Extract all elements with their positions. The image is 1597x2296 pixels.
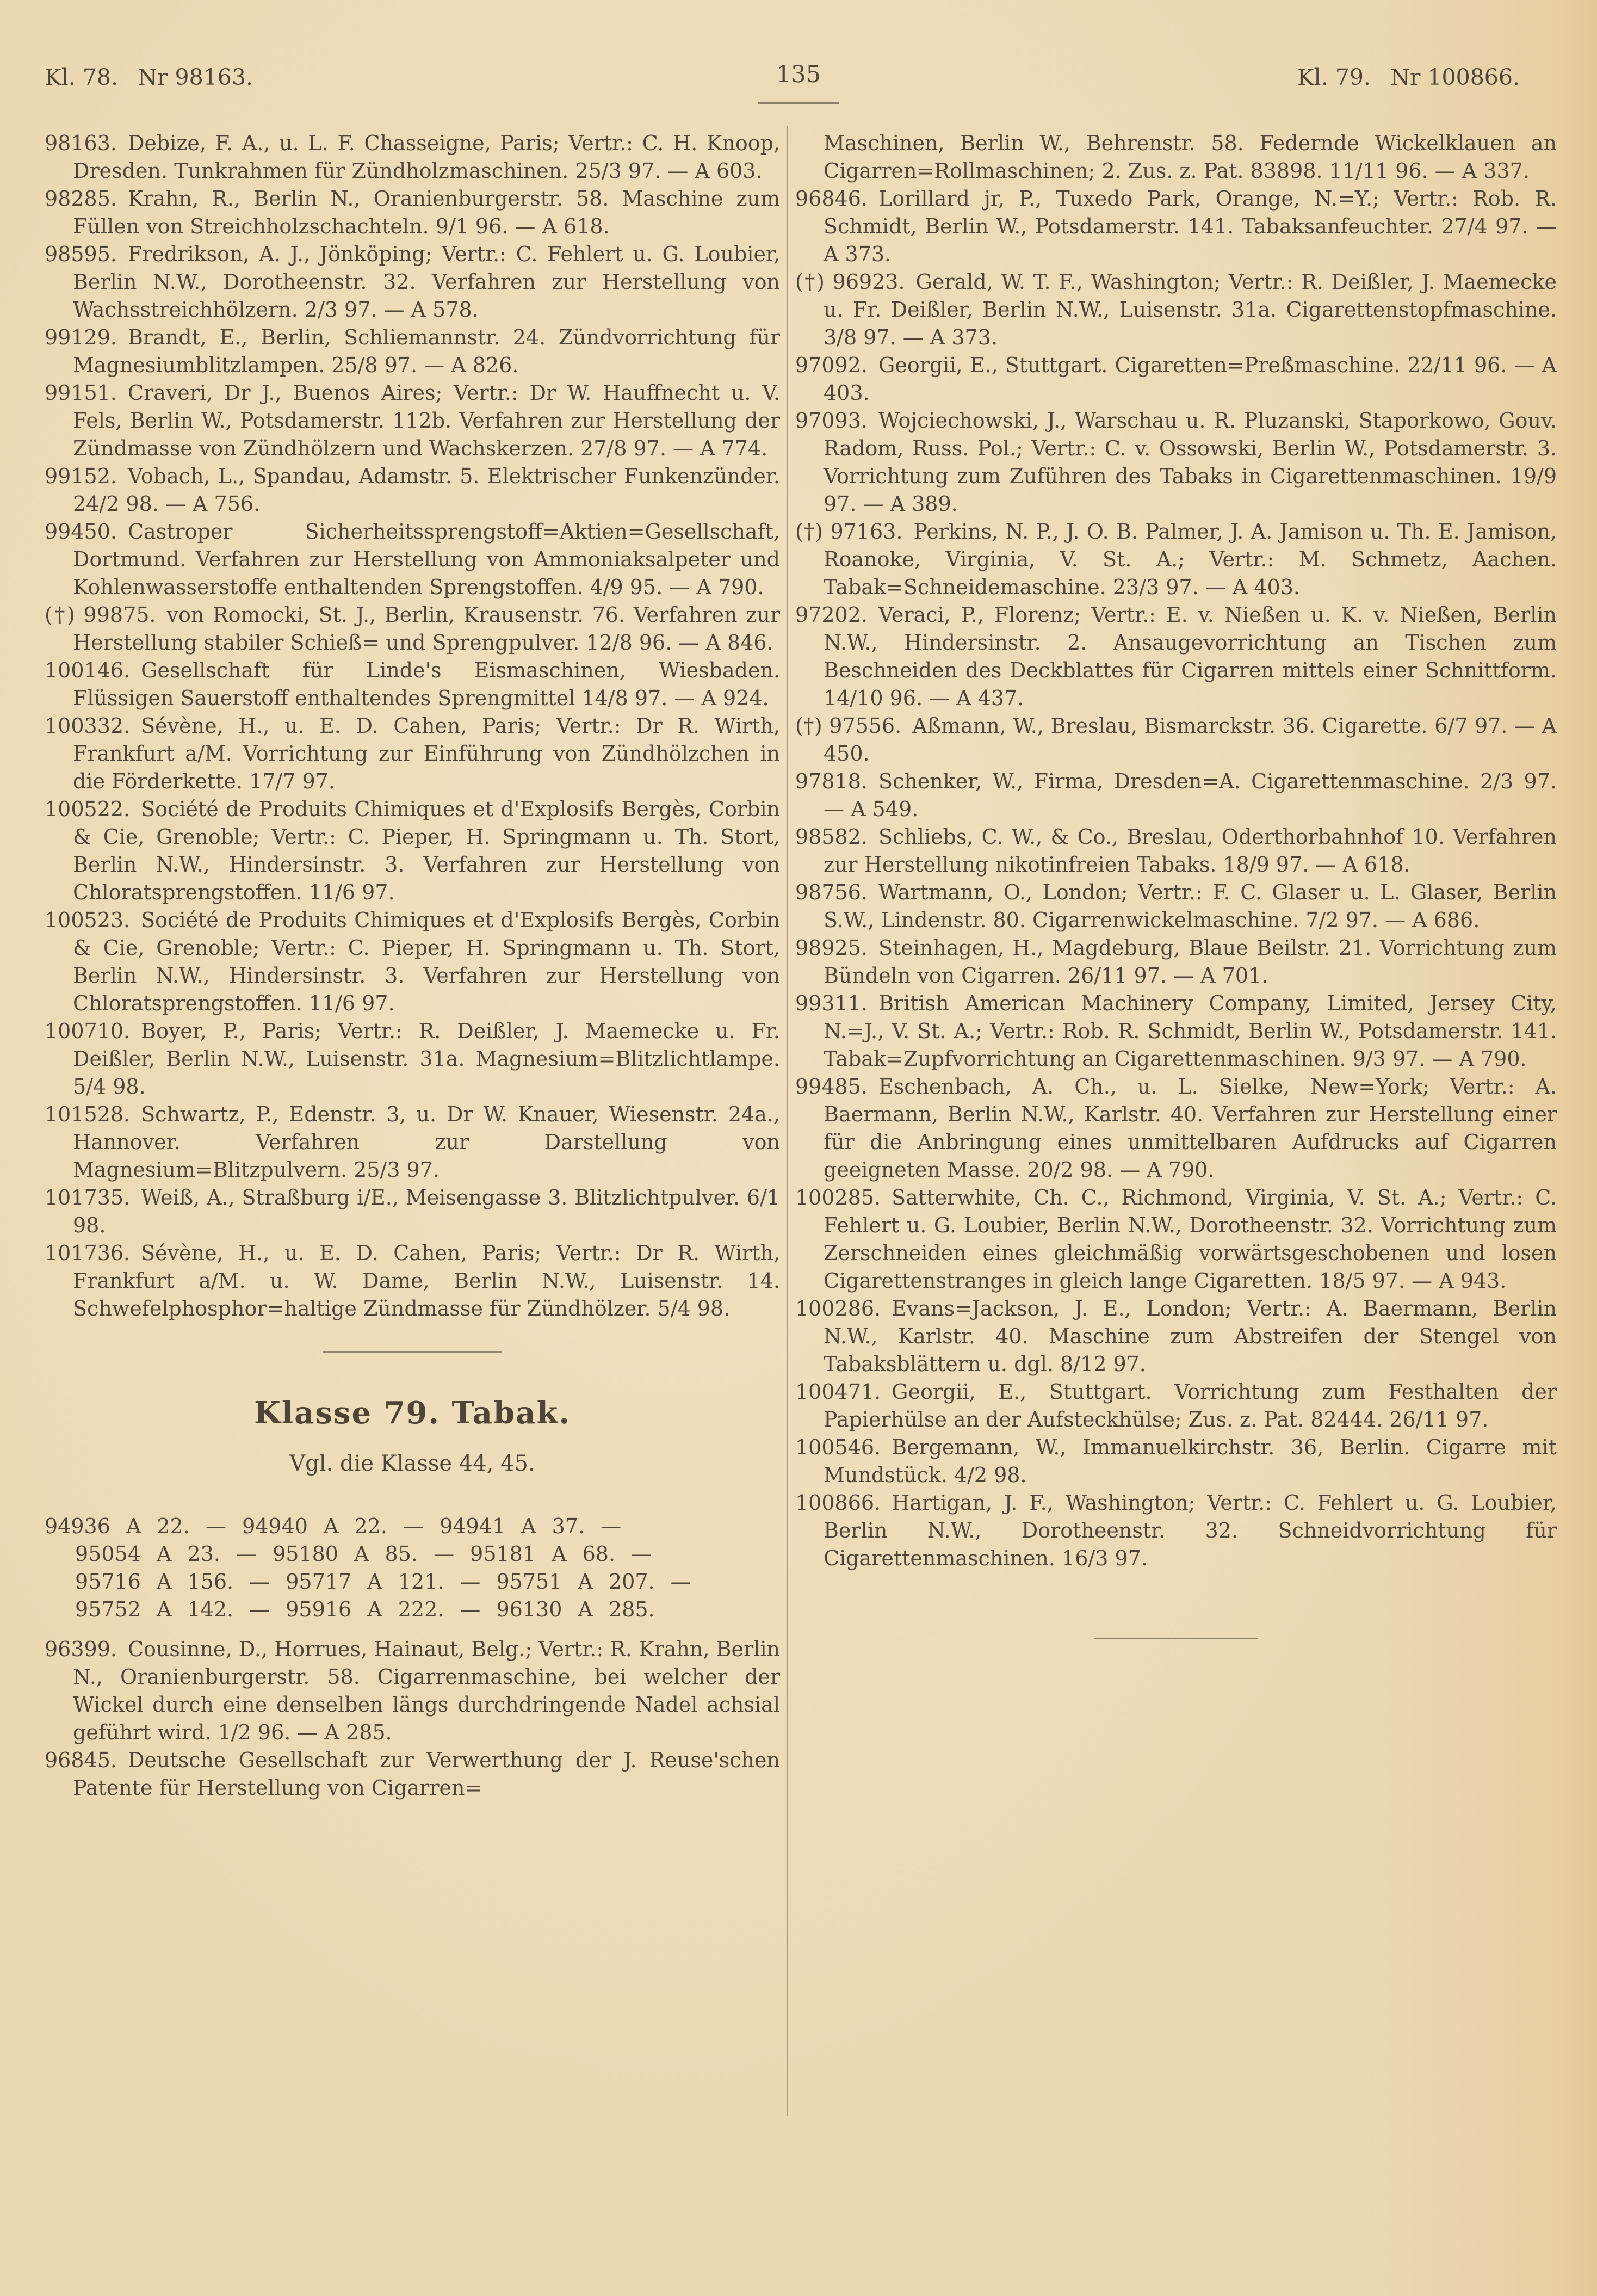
- patent-text: Hartigan, J. F., Washington; Vertr.: C. Fehlert u. G. Loubier, Berlin N.W., Dorotheenstr. 32. Schneidvorrichtung für Cigarettenmaschinen. 16/3 97.: [824, 1491, 1557, 1570]
- patent-entry: [795, 1073, 1557, 1184]
- klasse-79-entry-list-right: [795, 185, 1557, 1572]
- patent-text: Schliebs, C. W., & Co., Breslau, Oderthorbahnhof 10. Verfahren zur Herstellung nikotinfreien Tabaks. 18/9 97. — A 618.: [824, 825, 1557, 877]
- patent-entry: [45, 1017, 780, 1101]
- header-right-class: Kl. 79.: [1297, 64, 1371, 90]
- patent-text: British American Machinery Company, Limited, Jersey City, N.=J., V. St. A.; Vertr.: Rob. R. Schmidt, Berlin W., Potsdamerstr. 141. Tabak=Zupfvorrichtung an Cigarettenmaschinen. 9/3 97. — A 790.: [824, 991, 1557, 1071]
- patent-number: 98582.: [795, 825, 868, 849]
- patent-text: Schenker, W., Firma, Dresden=A. Cigarettenmaschine. 2/3 97. — A 549.: [824, 769, 1557, 821]
- patent-text: Cousinne, D., Horrues, Hainaut, Belg.; Vertr.: R. Krahn, Berlin N., Oranienburgerstr. 58. Cigarrenmaschine, bei welcher der Wickel durch eine denselben längs durchdringende Nadel achsial geführt wird. 1/2 96. — A 285.: [73, 1637, 780, 1744]
- patent-text: Schwartz, P., Edenstr. 3, u. Dr W. Knauer, Wiesenstr. 24a., Hannover. Verfahren zur Darstellung von Magnesium=Blitzpulvern. 25/3 97.: [73, 1102, 780, 1182]
- patent-entry: [795, 768, 1557, 823]
- grant-number-line: 95752 A 142. — 95916 A 222. — 96130 A 285.: [75, 1597, 655, 1621]
- patent-number: 99151.: [45, 381, 117, 405]
- patent-entry: [795, 268, 1557, 351]
- column-divider: [787, 126, 788, 2116]
- patent-entry: [795, 1184, 1557, 1295]
- patent-number: 97092.: [795, 353, 868, 377]
- patent-text: Wojciechowski, J., Warschau u. R. Pluzanski, Staporkowo, Gouv. Radom, Russ. Pol.; Vertr.: C. v. Ossowski, Berlin W., Potsdamerstr. 3. Vorrichtung zum Zuführen des Tabaks in Cigarettenmaschinen. 19/9 97. — A 389.: [824, 409, 1557, 516]
- patent-entry: [45, 129, 780, 185]
- patent-number: 99450.: [45, 520, 117, 544]
- patent-text: Evans=Jackson, J. E., London; Vertr.: A. Baermann, Berlin N.W., Karlstr. 40. Maschine zum Abstreifen der Stengel von Tabaksblättern u. dgl. 8/12 97.: [824, 1297, 1557, 1376]
- patent-text: Weiß, A., Straßburg i/E., Meisengasse 3. Blitzlichtpulver. 6/1 98.: [73, 1186, 780, 1237]
- patent-number: 99152.: [45, 464, 117, 488]
- patent-entry: [795, 407, 1557, 518]
- patent-text: Société de Produits Chimiques et d'Explosifs Bergès, Corbin & Cie, Grenoble; Vertr.: C. Pieper, H. Springmann u. Th. Stort, Berlin N.W., Hindersinstr. 3. Verfahren zur Herstellung von Chloratsprengstoffen. 11/6 97.: [73, 797, 780, 904]
- patent-text: Sévène, H., u. E. D. Cahen, Paris; Vertr.: Dr R. Wirth, Frankfurt a/M. u. W. Dame, Berlin N.W., Luisenstr. 14. Schwefelphosphor=haltige Zündmasse für Zündhölzer. 5/4 98.: [73, 1241, 780, 1320]
- patent-number: 100285.: [795, 1186, 881, 1209]
- patent-text: Craveri, Dr J., Buenos Aires; Vertr.: Dr W. Hauffnecht u. V. Fels, Berlin W., Potsdamerstr. 112b. Verfahren zur Herstellung der Zündmasse von Zündhölzern und Wachskerzen. 27/8 97. — A 774.: [73, 381, 780, 460]
- patent-number: (†) 96923.: [795, 270, 905, 294]
- patent-text: Satterwhite, Ch. C., Richmond, Virginia, V. St. A.; Vertr.: C. Fehlert u. G. Loubier, Berlin N.W., Dorotheenstr. 32. Vorrichtung zum Zerschneiden eines gleichmäßig vorwärtsgeschobenen und losen Cigarettenstranges in gleich lange Cigaretten. 18/5 97. — A 943.: [824, 1186, 1557, 1293]
- patent-text: Perkins, N. P., J. O. B. Palmer, J. A. Jamison u. Th. E. Jamison, Roanoke, Virginia, V. St. A.; Vertr.: M. Schmetz, Aachen. Tabak=Schneidemaschine. 23/3 97. — A 403.: [824, 520, 1557, 599]
- patent-entry: [795, 879, 1557, 934]
- patent-number: 101736.: [45, 1241, 131, 1265]
- patent-entry: [45, 1239, 780, 1323]
- patent-entry: [795, 823, 1557, 879]
- left-column: [45, 129, 780, 1802]
- patent-entry: [45, 1746, 780, 1802]
- patent-number: 96846.: [795, 187, 868, 211]
- patent-entry: [45, 1184, 780, 1239]
- patent-text: Gerald, W. T. F., Washington; Vertr.: R. Deißler, J. Maemecke u. Fr. Deißler, Berlin N.W., Luisenstr. 31a. Cigarettenstopfmaschine. 3/8 97. — A 373.: [824, 270, 1557, 349]
- patent-entry: [795, 601, 1557, 712]
- right-column: [795, 129, 1557, 1639]
- klasse-78-entry-list: [45, 129, 780, 1323]
- grant-number-line: 95054 A 23. — 95180 A 85. — 95181 A 68. —: [75, 1542, 652, 1566]
- patent-text: Vobach, L., Spandau, Adamstr. 5. Elektrischer Funkenzünder. 24/2 98. — A 756.: [73, 464, 780, 516]
- page-number-rule: [758, 102, 839, 104]
- patent-entry: [795, 351, 1557, 407]
- patent-number: 101735.: [45, 1186, 131, 1209]
- patent-text: Steinhagen, H., Magdeburg, Blaue Beilstr. 21. Vorrichtung zum Bündeln von Cigarren. 26/11 97. — A 701.: [824, 936, 1557, 987]
- patent-number: 100146.: [45, 658, 131, 682]
- patent-entry: [45, 657, 780, 712]
- patent-entry: [45, 1101, 780, 1184]
- patent-text: Eschenbach, A. Ch., u. L. Sielke, New=York; Vertr.: A. Baermann, Berlin N.W., Karlstr. 40. Verfahren zur Herstellung einer für die Anbringung eines unmittelbaren Aufdrucks auf Cigarren geeigneten Masse. 20/2 98. — A 790.: [824, 1075, 1557, 1182]
- page-header: [0, 61, 1597, 126]
- patent-number: 98163.: [45, 131, 117, 155]
- grant-number-line: 94936 A 22. — 94940 A 22. — 94941 A 37. —: [45, 1514, 622, 1538]
- patent-number: 98285.: [45, 187, 117, 211]
- patent-text: von Romocki, St. J., Berlin, Krausenstr. 76. Verfahren zur Herstellung stabiler Schieß= und Sprengpulver. 12/8 96. — A 846.: [73, 603, 780, 655]
- patent-number: 99485.: [795, 1075, 868, 1098]
- patent-text: Lorillard jr, P., Tuxedo Park, Orange, N.=Y.; Vertr.: Rob. R. Schmidt, Berlin W., Potsdamerstr. 141. Tabaksanfeuchter. 27/4 97. — A 373.: [824, 187, 1557, 266]
- patent-entry: [45, 601, 780, 657]
- klasse-79-entry-list: [45, 1635, 780, 1802]
- header-right-number: Nr 100866.: [1390, 64, 1520, 90]
- section-title: Klasse 79. Tabak.: [254, 1395, 571, 1431]
- patent-entry: [45, 185, 780, 240]
- patent-number: (†) 99875.: [45, 603, 156, 627]
- grant-number-list: [45, 1513, 780, 1624]
- patent-entry: [45, 324, 780, 379]
- patent-number: 100523.: [45, 908, 131, 932]
- patent-number: 100546.: [795, 1435, 881, 1459]
- patent-entry: [45, 795, 780, 906]
- patent-entry: [45, 379, 780, 462]
- header-left-class: Kl. 78.: [45, 64, 119, 90]
- patent-entry: [45, 518, 780, 601]
- page-number: 135: [776, 61, 821, 88]
- patent-number: (†) 97163.: [795, 520, 903, 544]
- grant-number-line: 95716 A 156. — 95717 A 121. — 95751 A 207. —: [75, 1570, 691, 1594]
- patent-number: 98595.: [45, 242, 117, 266]
- patent-entry: [795, 1295, 1557, 1378]
- patent-text: Société de Produits Chimiques et d'Explosifs Bergès, Corbin & Cie, Grenoble; Vertr.: C. Pieper, H. Springmann u. Th. Stort, Berlin N.W., Hindersinstr. 3. Verfahren zur Herstellung von Chloratsprengstoffen. 11/6 97.: [73, 908, 780, 1015]
- patent-entry: [45, 240, 780, 324]
- patent-number: 101528.: [45, 1102, 131, 1126]
- patent-number: 97202.: [795, 603, 868, 627]
- patent-text: Georgii, E., Stuttgart. Vorrichtung zum Festhalten der Papierhülse an der Aufsteckhülse; Zus. z. Pat. 82444. 26/11 97.: [824, 1380, 1557, 1431]
- patent-entry: [795, 712, 1557, 768]
- patent-number: 96845.: [45, 1748, 117, 1772]
- patent-number: 99129.: [45, 325, 117, 349]
- patent-entry: [45, 906, 780, 1017]
- patent-number: 100522.: [45, 797, 131, 821]
- patent-number: 100710.: [45, 1019, 131, 1043]
- patent-text: Boyer, P., Paris; Vertr.: R. Deißler, J. Maemecke u. Fr. Deißler, Berlin N.W., Luisenstr. 31a. Magnesium=Blitzlichtlampe. 5/4 98.: [73, 1019, 780, 1098]
- header-left-number: Nr 98163.: [138, 64, 253, 90]
- patent-entry: [45, 1635, 780, 1746]
- patent-text: Wartmann, O., London; Vertr.: F. C. Glaser u. L. Glaser, Berlin S.W., Lindenstr. 80. Cigarrenwickelmaschine. 7/2 97. — A 686.: [824, 880, 1557, 932]
- patent-entry: [795, 934, 1557, 990]
- patent-text: Sévène, H., u. E. D. Cahen, Paris; Vertr.: Dr R. Wirth, Frankfurt a/M. Vorrichtung zur Einführung von Zündhölzchen in die Förderkette. 17/7 97.: [73, 714, 780, 793]
- patent-number: 98925.: [795, 936, 868, 960]
- page-number-block: [717, 61, 880, 104]
- entry-continuation: Maschinen, Berlin W., Behrenstr. 58. Federnde Wickelklauen an Cigarren=Rollmaschinen; 2. Zus. z. Pat. 83898. 11/11 96. — A 337.: [824, 131, 1557, 183]
- patent-text: Debize, F. A., u. L. F. Chasseigne, Paris; Vertr.: C. H. Knoop, Dresden. Tunkrahmen für Zündholzmaschinen. 25/3 97. — A 603.: [73, 131, 780, 183]
- patent-number: 100286.: [795, 1297, 881, 1320]
- patent-entry: [795, 185, 1557, 268]
- patent-text: Brandt, E., Berlin, Schliemannstr. 24. Zündvorrichtung für Magnesiumblitzlampen. 25/8 97. — A 826.: [73, 325, 780, 377]
- patent-text: Krahn, R., Berlin N., Oranienburgerstr. 58. Maschine zum Füllen von Streichholzschachteln. 9/1 96. — A 618.: [73, 187, 780, 238]
- patent-entry: [795, 1434, 1557, 1489]
- header-left: [45, 64, 253, 90]
- section-divider: [323, 1351, 502, 1353]
- patent-number: 100866.: [795, 1491, 881, 1515]
- header-right: [1297, 64, 1520, 90]
- patent-text: Deutsche Gesellschaft zur Verwerthung der J. Reuse'schen Patente für Herstellung von Cigarren=: [73, 1748, 780, 1800]
- patent-entry: [45, 462, 780, 518]
- patent-text: Veraci, P., Florenz; Vertr.: E. v. Nießen u. K. v. Nießen, Berlin N.W., Hindersinstr. 2. Ansaugevorrichtung an Tischen zum Beschneiden des Deckblattes für Cigarren mittels einer Schnittform. 14/10 96. — A 437.: [824, 603, 1557, 710]
- patent-number: 97818.: [795, 769, 868, 793]
- patent-text: Bergemann, W., Immanuelkirchstr. 36, Berlin. Cigarre mit Mundstück. 4/2 98.: [824, 1435, 1557, 1487]
- patent-number: (†) 97556.: [795, 714, 902, 738]
- patent-number: 97093.: [795, 409, 868, 433]
- patent-entry: [795, 1489, 1557, 1572]
- patent-text: Castroper Sicherheitssprengstoff=Aktien=Gesellschaft, Dortmund. Verfahren zur Herstellung von Ammoniaksalpeter und Kohlenwasserstoffe enthaltenden Sprengstoffen. 4/9 95. — A 790.: [73, 520, 780, 599]
- patent-entry: [45, 712, 780, 795]
- patent-entry: [795, 518, 1557, 601]
- end-divider: [1094, 1638, 1258, 1639]
- patent-text: Fredrikson, A. J., Jönköping; Vertr.: C. Fehlert u. G. Loubier, Berlin N.W., Dorotheenstr. 32. Verfahren zur Herstellung von Wachsstreichhölzern. 2/3 97. — A 578.: [73, 242, 780, 322]
- patent-number: 100332.: [45, 714, 131, 738]
- patent-number: 99311.: [795, 991, 868, 1015]
- patent-entry: [795, 990, 1557, 1073]
- patent-text: Gesellschaft für Linde's Eismaschinen, Wiesbaden. Flüssigen Sauerstoff enthaltendes Sprengmittel 14/8 97. — A 924.: [73, 658, 780, 710]
- patent-text: Georgii, E., Stuttgart. Cigaretten=Preßmaschine. 22/11 96. — A 403.: [824, 353, 1557, 405]
- patent-entry: [795, 1378, 1557, 1434]
- patent-text: Aßmann, W., Breslau, Bismarckstr. 36. Cigarette. 6/7 97. — A 450.: [824, 714, 1557, 766]
- section-note: Vgl. die Klasse 44, 45.: [289, 1451, 535, 1476]
- patent-number: 98756.: [795, 880, 868, 904]
- patent-number: 100471.: [795, 1380, 881, 1404]
- patent-number: 96399.: [45, 1637, 117, 1661]
